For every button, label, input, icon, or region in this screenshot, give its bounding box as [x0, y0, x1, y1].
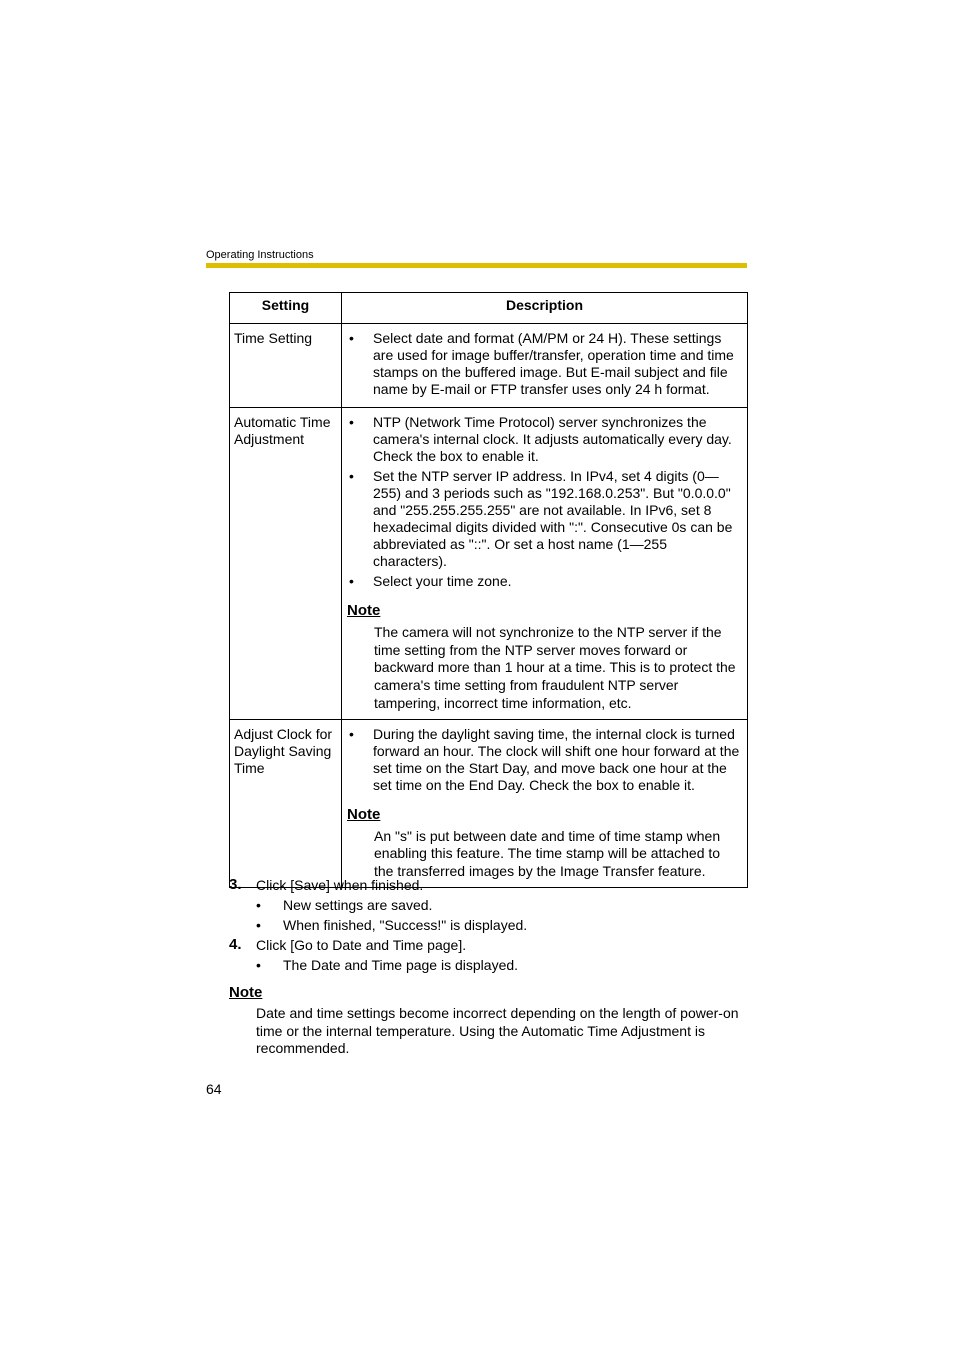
table-row [230, 408, 748, 720]
column-header-setting: Setting [230, 293, 342, 324]
step [229, 877, 749, 894]
step-bullet: • New settings are saved. [229, 897, 749, 914]
setting-description [342, 408, 748, 720]
running-header: Operating Instructions [206, 249, 314, 261]
step-text: Click [Save] when finished. [256, 877, 424, 893]
bullet-item: • Set the NTP server IP address. In IPv4, set 4 digits (0—255) and 3 periods such as "192.168.0.253". But "0.0.0.0" and "255.255.255.255" are not available. In IPv6, set 8 hexadecimal digits divided with ":". Consecutive 0s can be abbreviated as "::". Or set a host name (1—255 characters). [346, 468, 741, 570]
column-header-description: Description [342, 293, 748, 324]
setting-name: Adjust Clock for Daylight Saving Time [230, 719, 342, 887]
step-bullet: • The Date and Time page is displayed. [229, 957, 749, 974]
table-row [230, 719, 748, 887]
setting-description [342, 324, 748, 408]
step-number: 4. [229, 936, 242, 953]
bullet-item: • Select your time zone. [346, 573, 741, 590]
settings-table [229, 292, 748, 888]
bullet-item: • Select date and format (AM/PM or 24 H). These settings are used for image buffer/transfer, operation time and time stamps on the buffered image. But E-mail subject and file name by E-mail or FTP transfer uses only 24 h format. [346, 330, 741, 398]
steps-section [229, 874, 749, 1058]
bullet-item: • During the daylight saving time, the internal clock is turned forward an hour. The clock will shift one hour forward at the set time on the Start Day, and move back one hour at the set time on the End Day. Check the box to enable it. [346, 726, 741, 794]
note-text: Date and time settings become incorrect depending on the length of power-on time or the internal temperature. Using the Automatic Time Adjustment is recommended. [256, 1005, 739, 1056]
note-text: The camera will not synchronize to the NTP server if the time setting from the NTP server moves forward or backward more than 1 hour at a time. This is to protect the camera's time setting from fraudulent NTP server tampering, incorrect time information, etc. [374, 624, 736, 711]
step-bullet: • When finished, "Success!" is displayed. [229, 917, 749, 934]
table-row [230, 324, 748, 408]
note-heading: Note [229, 984, 263, 1001]
note-text: An "s" is put between date and time of time stamp when enabling this feature. The time stamp will be attached to the transferred images by the Image Transfer feature. [374, 827, 721, 879]
bullet-item: • NTP (Network Time Protocol) server synchronizes the camera's internal clock. It adjusts automatically every day. Check the box to enable it. [346, 414, 741, 465]
table-header-row [230, 293, 748, 324]
note-heading: Note [347, 602, 381, 619]
setting-name: Automatic Time Adjustment [230, 408, 342, 720]
step [229, 937, 749, 954]
header-rule [206, 263, 747, 268]
page-number: 64 [206, 1081, 222, 1097]
setting-name: Time Setting [230, 324, 342, 408]
step-number: 3. [229, 876, 242, 893]
note-heading: Note [347, 805, 381, 823]
setting-description [342, 719, 748, 887]
step-text: Click [Go to Date and Time page]. [256, 937, 467, 953]
